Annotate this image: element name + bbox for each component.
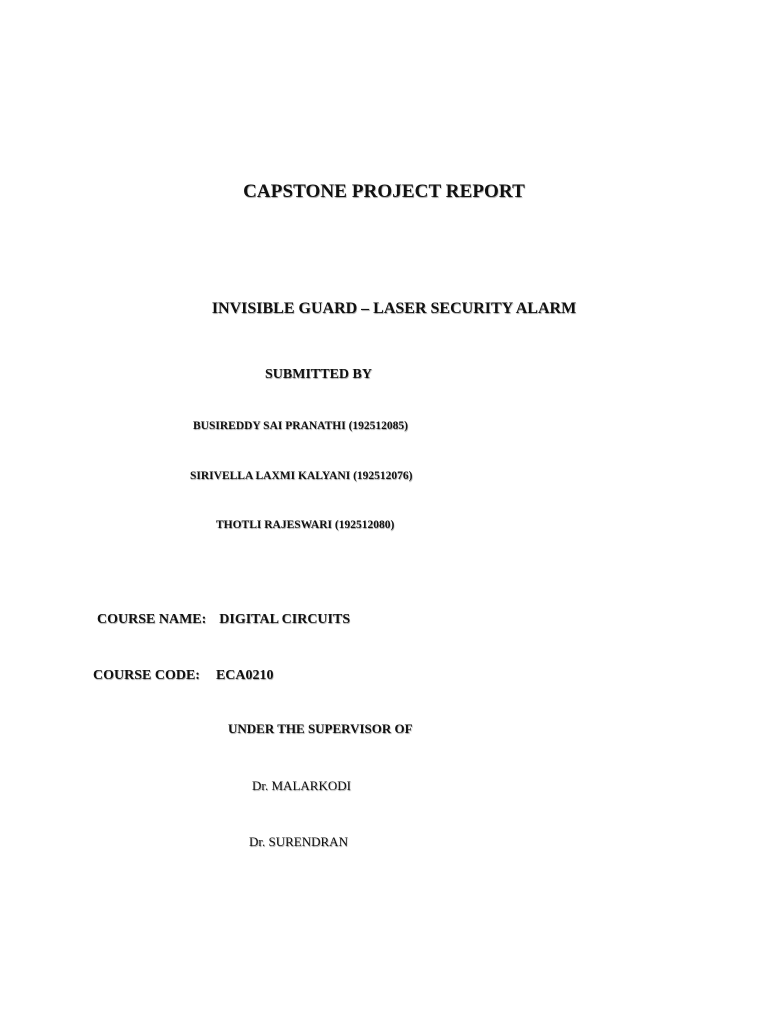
supervisor-name: Dr. SURENDRAN bbox=[249, 834, 348, 849]
course-name-row bbox=[97, 612, 350, 628]
supervisor-name: Dr. MALARKODI bbox=[252, 778, 351, 793]
course-name-label: COURSE NAME: bbox=[97, 612, 207, 627]
submitted-by-label: SUBMITTED BY bbox=[265, 367, 372, 382]
course-code-row bbox=[93, 668, 274, 684]
supervisor-heading: UNDER THE SUPERVISOR OF bbox=[228, 721, 413, 736]
project-title: INVISIBLE GUARD – LASER SECURITY ALARM bbox=[211, 300, 577, 317]
student-name: SIRIVELLA LAXMI KALYANI (192512076) bbox=[190, 470, 413, 482]
course-name-value: DIGITAL CIRCUITS bbox=[219, 612, 351, 627]
course-code-label: COURSE CODE: bbox=[93, 668, 200, 683]
student-name: BUSIREDDY SAI PRANATHI (192512085) bbox=[193, 420, 409, 432]
course-code-value: ECA0210 bbox=[215, 668, 274, 683]
report-title: CAPSTONE PROJECT REPORT bbox=[243, 181, 525, 202]
student-name: THOTLI RAJESWARI (192512080) bbox=[216, 519, 395, 531]
